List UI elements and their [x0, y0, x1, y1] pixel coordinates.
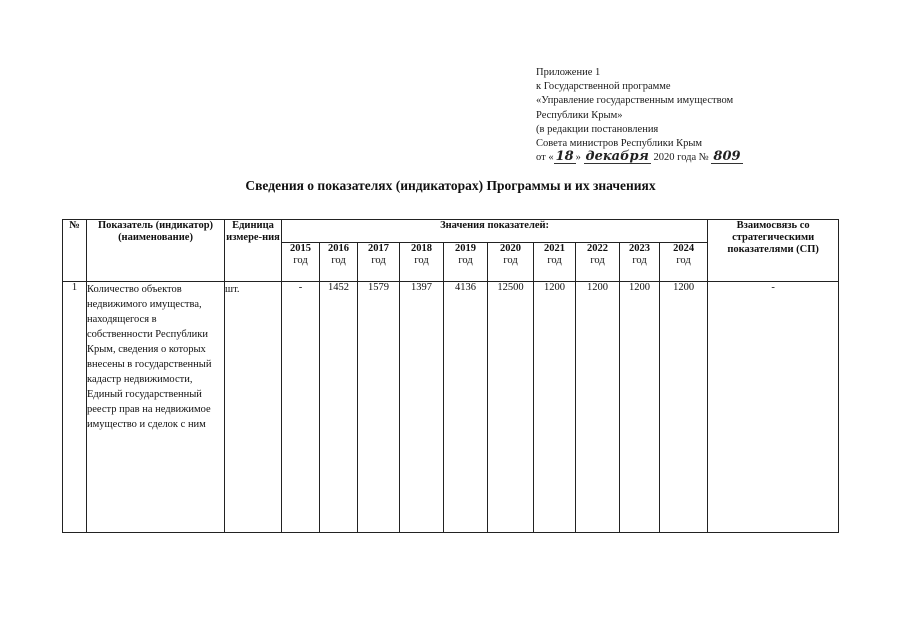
date-mid: »: [575, 152, 581, 164]
table-row: [63, 282, 839, 533]
appendix-line: (в редакции постановления: [536, 123, 659, 135]
header-num: №: [63, 220, 87, 282]
row-value: 1200: [576, 282, 620, 533]
row-value: 1452: [320, 282, 358, 533]
header-year: 2020 год: [488, 243, 534, 282]
header-year: 2017 год: [358, 243, 400, 282]
appendix-line: Приложение 1: [536, 67, 601, 78]
header-row: [63, 220, 839, 243]
header-year: 2023 год: [620, 243, 660, 282]
row-value: 12500: [488, 282, 534, 533]
appendix-line: Республики Крым»: [536, 109, 623, 121]
header-year: 2022 год: [576, 243, 620, 282]
header-year: 2021 год: [534, 243, 576, 282]
row-value: 1200: [620, 282, 660, 533]
header-year: 2015 год: [282, 243, 320, 282]
handwritten-number: 809: [713, 149, 741, 165]
header-indicator: Показатель (индикатор) (наименование): [87, 220, 225, 282]
appendix-block: [536, 66, 743, 165]
row-value: 1200: [660, 282, 708, 533]
row-value: 1200: [534, 282, 576, 533]
date-year: 2020 года №: [653, 152, 709, 164]
header-year: 2024 год: [660, 243, 708, 282]
handwritten-month: декабря: [585, 149, 649, 165]
handwritten-day: 18: [555, 149, 574, 165]
page-title: Сведения о показателях (индикаторах) Программы и их значениях: [245, 178, 656, 193]
appendix-date-line: [536, 151, 743, 165]
header-year: 2016 год: [320, 243, 358, 282]
header-strategic-link: Взаимосвязь со стратегическими показателями (СП): [708, 220, 839, 282]
row-num: 1: [63, 282, 87, 533]
appendix-line: Совета министров Республики Крым: [536, 138, 703, 150]
row-value: 4136: [444, 282, 488, 533]
header-year: 2019 год: [444, 243, 488, 282]
row-value: 1397: [400, 282, 444, 533]
row-unit: шт.: [225, 282, 282, 533]
appendix-line: к Государственной программе: [536, 81, 671, 93]
row-indicator: Количество объектов недвижимого имущества, находящегося в собственности Республики Крым, сведения о которых внесены в государственный кадастр недвижимости, Единый государственный реестр прав на недвижимое имущество и сделок с ним: [87, 282, 225, 533]
row-value: -: [282, 282, 320, 533]
appendix-line: «Управление государственным имуществом: [536, 95, 734, 107]
header-unit: Единица измере-ния: [225, 220, 282, 282]
row-strategic-link: -: [708, 282, 839, 533]
header-values: Значения показателей:: [282, 220, 708, 243]
indicators-table: [62, 219, 839, 533]
date-prefix: от «: [536, 152, 554, 164]
row-value: 1579: [358, 282, 400, 533]
header-year: 2018 год: [400, 243, 444, 282]
